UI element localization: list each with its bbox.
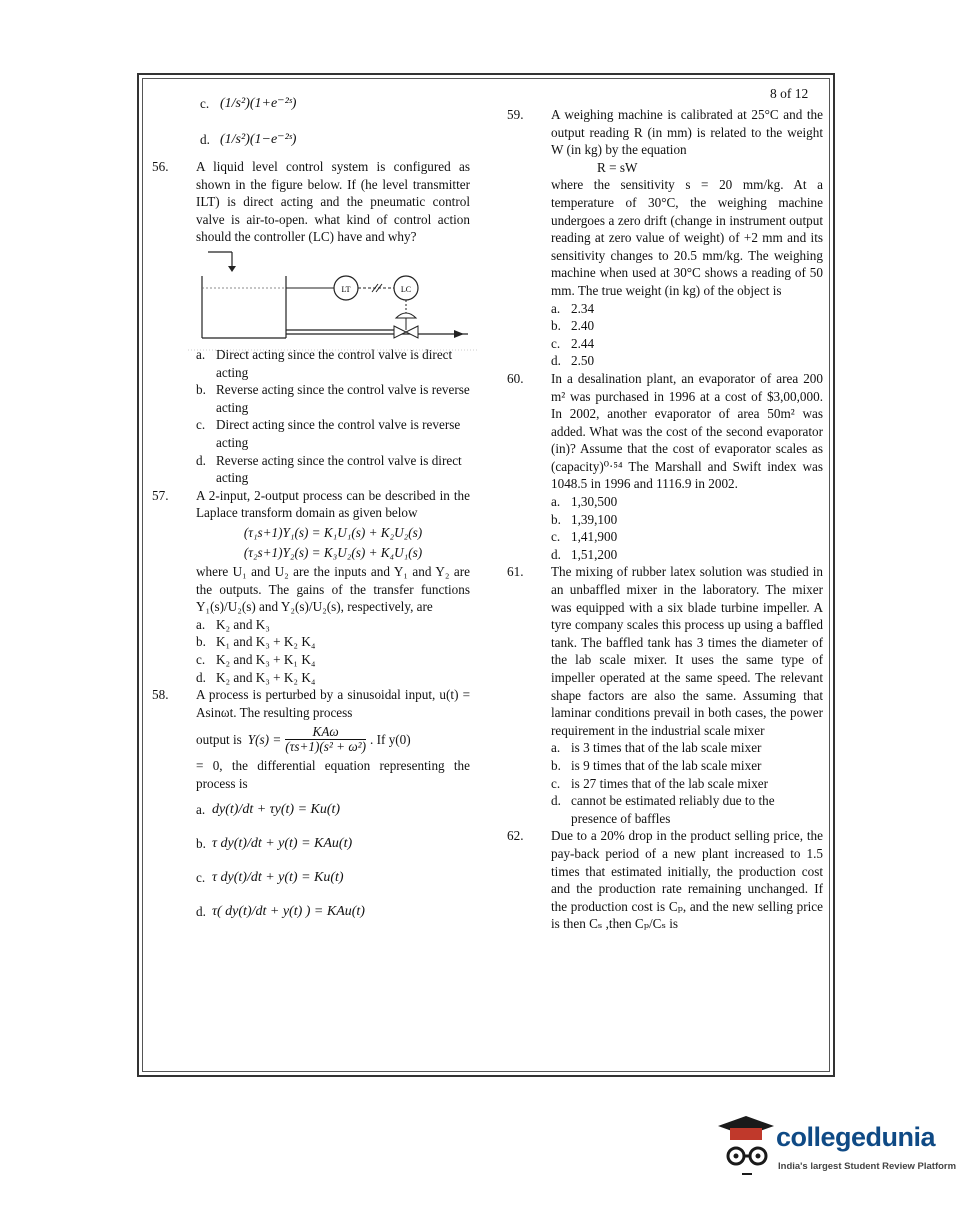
q60-option-d[interactable]: d. 1,51,200 [551, 546, 618, 562]
q55-option-d-expr: (1/s²)(1−e⁻²ˢ) [220, 132, 297, 148]
question-60 [507, 370, 823, 564]
right-column [507, 106, 823, 933]
question-56 [152, 158, 470, 246]
question-text-2: where U₁ and U₂ are the inputs and Y₁ and Y₂ are the outputs. The gains of the transfer functions Y₁(s)/U₂(s) and Y₂(s)/U₂(s), respectively, are [196, 564, 470, 615]
equation: R = sW [597, 159, 638, 175]
lt-label: LT [341, 284, 351, 294]
question-59 [507, 106, 823, 370]
question-number: 59. [507, 107, 524, 122]
question-text: In a desalination plant, an evaporator of area 200 m² was purchased in 1996 at a cost of $3,00,000. In 2002, another evaporator of area 50m² was added. What was the cost of the second evaporator (in)? Assume that the cost of evaporator scales as (capacity)⁰·⁵⁴ The Marshall and Swift index was 1048.5 in 1996 and 1116.9 in 2002. [551, 370, 823, 492]
q57-option-a[interactable]: a. K₂ and K₃ [196, 616, 270, 632]
q58-options [152, 793, 470, 929]
q57-option-d[interactable]: d. K₂ and K₃ + K₂ K₄ [196, 669, 316, 685]
question-58 [152, 686, 470, 792]
question-text: A 2-input, 2-output process can be described in the Laplace transform domain as given below [196, 487, 470, 521]
q59-option-d[interactable]: d. 2.50 [551, 353, 595, 369]
left-column [152, 86, 470, 929]
q61-option-d[interactable]: d. cannot be estimated reliably due to the presence of baffles [551, 793, 775, 826]
question-text: A liquid level control system is configured as shown in the figure below. If (he level transmitter ILT) is direct acting and the pneumatic control valve is air-to-open. what kind of control action should the controller (LC) have and why? [196, 159, 470, 245]
question-number: 56. [152, 159, 169, 174]
question-61 [507, 563, 823, 827]
q56-option-b[interactable]: b. Reverse acting since the control valve is reverse acting [196, 382, 470, 415]
q57-option-b[interactable]: b. K₁ and K₃ + K₂ K₄ [196, 634, 316, 650]
question-text-2: where the sensitivity s = 20 mm/kg. At a temperature of 30°C, the weighing machine undergoes a zero drift (change in instrument output reading at zero value of weight) of +2 mm and its sensitivity changes to 20.5 mm/kg. The weighing machine when used at 30°C shows a reading of 50 mm. The true weight (in kg) of the object is [551, 177, 823, 298]
valve-body-right [406, 326, 418, 338]
question-57 [152, 487, 470, 687]
q58-option-c[interactable]: c. τ dy(t)/dt + y(t) = Ku(t) [196, 869, 344, 885]
transfer-function-fraction: $\frac{\text{KAω}}{\text{(τs+1)(s² + ω²)}}$ [285, 723, 367, 754]
q58-option-b[interactable]: b. τ dy(t)/dt + y(t) = KAu(t) [196, 835, 353, 851]
q60-option-a[interactable]: a. 1,30,500 [551, 494, 618, 510]
q56-option-c[interactable]: c. Direct acting since the control valve is reverse acting [196, 417, 461, 450]
question-text: The mixing of rubber latex solution was studied in an unbaffled mixer in the laboratory. The mixer was equipped with a six blade turbine impeller. A tyre company scales this process up using a baffled tank. The baffled tank has 3 times the diameter of the lab scale mixer. It uses the same type of impeller operated at the same speed. The relevant shape factors are also the same. Assuming that laminar conditions prevail in both cases, the power requirement in the industrial scale mixer [551, 564, 823, 738]
question-number: 58. [152, 687, 169, 703]
q60-option-c[interactable]: c. 1,41,900 [551, 529, 618, 545]
q59-option-c[interactable]: c. 2.44 [551, 335, 595, 351]
q59-option-b[interactable]: b. 2.40 [551, 318, 595, 334]
logo-wordmark: collegedunia [776, 1122, 936, 1152]
q55-option-c-expr: (1/s²)(1+e⁻²ˢ) [220, 96, 297, 112]
q58-option-a[interactable]: a. dy(t)/dt + τy(t) = Ku(t) [196, 801, 341, 817]
q55-option-d: d. (1/s²)(1−e⁻²ˢ) [200, 132, 297, 148]
q60-option-b[interactable]: b. 1,39,100 [551, 511, 618, 527]
level-control-diagram [188, 246, 506, 346]
q55-option-c: c. (1/s²)(1+e⁻²ˢ) [200, 96, 297, 112]
q56-option-a[interactable]: a. Direct acting since the control valve is direct acting [196, 346, 453, 380]
q61-option-a[interactable]: a. is 3 times that of the lab scale mixer [551, 740, 762, 756]
tank-diagram-svg [188, 246, 478, 356]
question-number: 57. [152, 487, 169, 503]
lc-label: LC [400, 284, 412, 294]
question-text: A process is perturbed by a sinusoidal input, u(t) = Asinωt. The resulting process [196, 687, 470, 720]
question-62 [507, 827, 823, 933]
equation-2: (τ₂s+1)Y₂(s) = K₃U₂(s) + K₄U₁(s) [243, 544, 423, 560]
q56-options [152, 346, 470, 487]
valve-actuator [396, 313, 416, 318]
valve-body-left [394, 326, 406, 338]
transfer-function-line: output is Y(s) = $\frac{\text{KAω}}{\text{(τs+1)(s² + ω²)}}$ . If y(0) [196, 723, 411, 754]
q57-option-c[interactable]: c. K₂ and K₃ + K₁ K₄ [196, 652, 316, 668]
logo-tagline: India's largest Student Review Platform [778, 1161, 957, 1172]
page-number: 8 of 12 [770, 86, 809, 101]
question-number: 60. [507, 370, 524, 386]
q59-option-a[interactable]: a. 2.34 [551, 300, 595, 316]
question-text: A weighing machine is calibrated at 25°C and the output reading R (in mm) is related to the weight W (in kg) by the equation [551, 107, 823, 158]
question-text-2: = 0, the differential equation representing the process is [196, 758, 470, 792]
equation-1: (τ₁s+1)Y₁(s) = K₁U₁(s) + K₂U₂(s) [243, 524, 423, 540]
q56-option-d[interactable]: d. Reverse acting since the control valve is direct acting [196, 452, 462, 486]
question-number: 61. [507, 564, 524, 580]
q61-option-c[interactable]: c. is 27 times that of the lab scale mixer [551, 775, 769, 791]
mascot-icon [718, 1116, 774, 1174]
q58-option-d[interactable]: d. τ( dy(t)/dt + y(t) ) = KAu(t) [196, 903, 365, 919]
question-number: 62. [507, 828, 524, 844]
question-text: Due to a 20% drop in the product selling price, the pay-back period of a new plant increased to 1.5 times that estimated initially, the production cost and the production rate remaining unchanged. If the production cost is Cₚ, and the new selling price is then Cₛ ,then Cₚ/Cₛ is [551, 828, 823, 932]
q61-option-b[interactable]: b. is 9 times that of the lab scale mixer [551, 757, 762, 773]
